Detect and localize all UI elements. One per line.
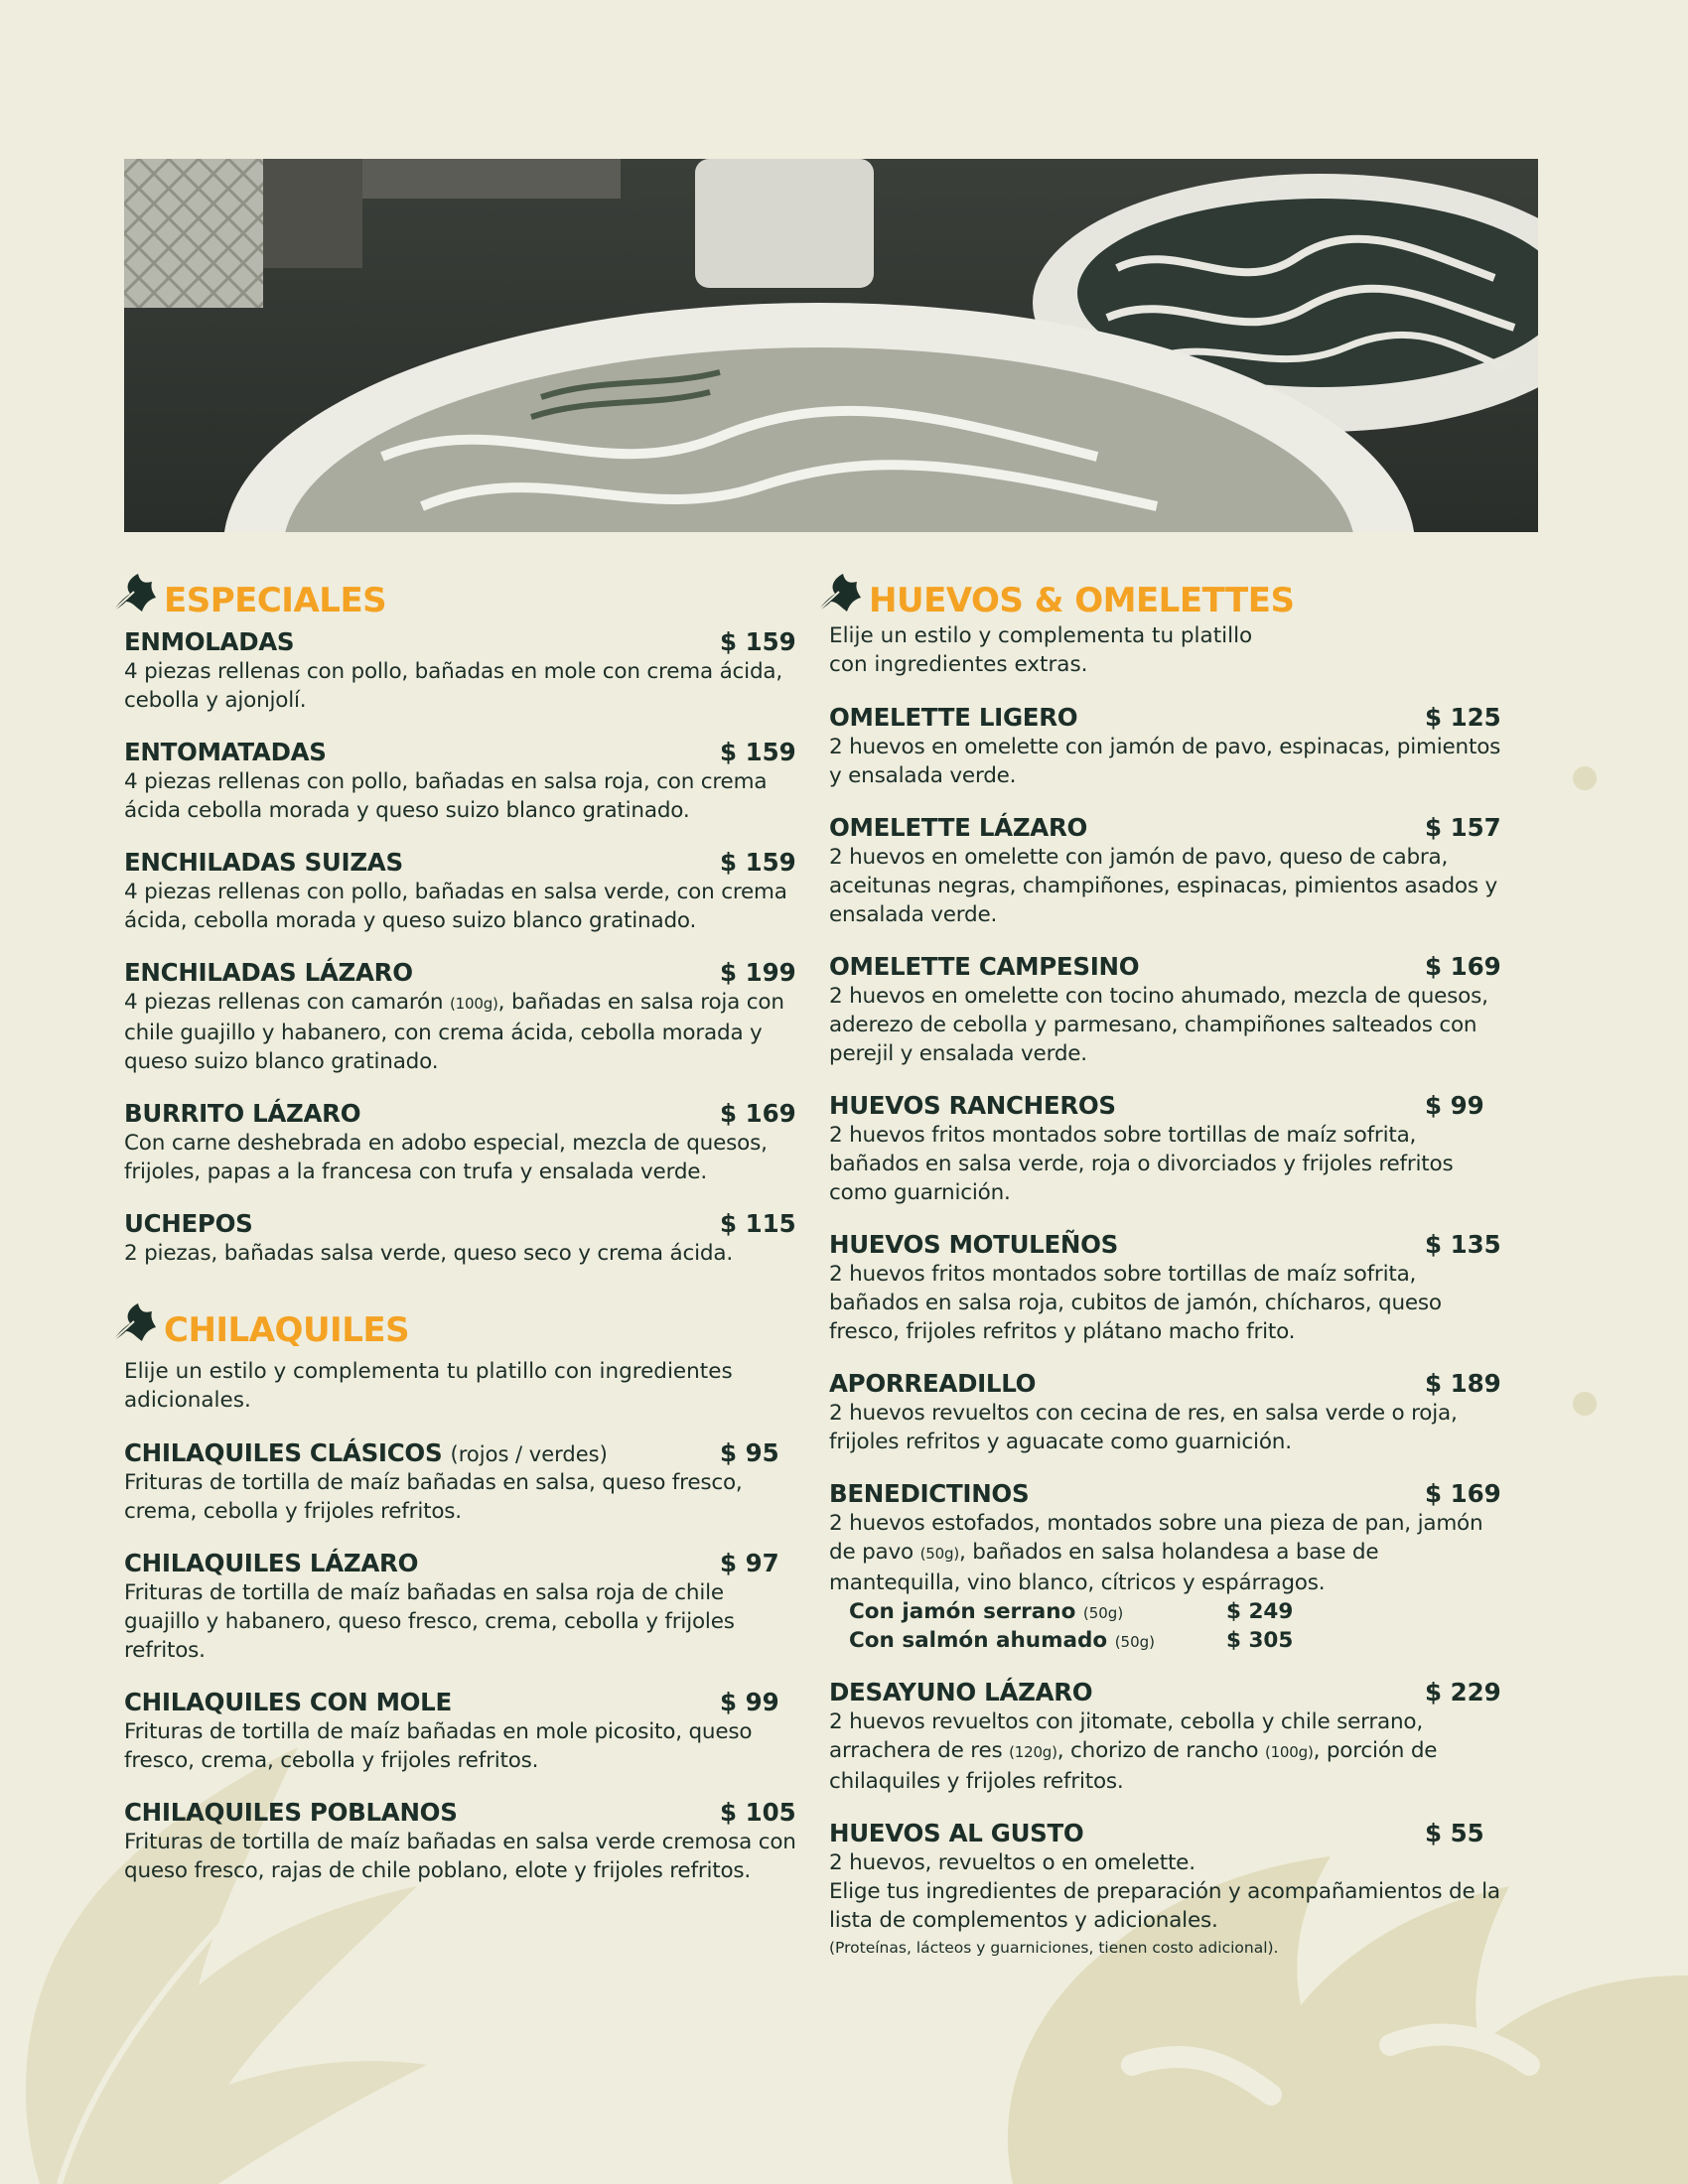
item-name <box>124 1438 608 1469</box>
item-name: ENCHILADAS SUIZAS <box>124 848 403 877</box>
section-title-especiales: ESPECIALES <box>164 581 387 620</box>
item-price: $ 125 <box>1425 703 1501 732</box>
item-description <box>829 1707 1504 1796</box>
item-price: $ 95 <box>720 1438 779 1467</box>
item-description: Con carne deshebrada en adobo especial, mezcla de quesos, frijoles, papas a la francesa con trufa y ensalada verde. <box>124 1131 768 1184</box>
desc-part: 2 huevos estofados, montados sobre una pieza de pan, jamón de pavo <box>829 1511 1483 1565</box>
item-price: $ 135 <box>1425 1230 1501 1259</box>
item-name: HUEVOS RANCHEROS <box>829 1091 1116 1120</box>
item-price: $ 99 <box>1425 1091 1484 1120</box>
item-name: OMELETTE LIGERO <box>829 703 1078 732</box>
menu-item-enchiladas-lazaro <box>124 958 799 1076</box>
item-price: $ 55 <box>1425 1819 1484 1847</box>
item-price: $ 99 <box>720 1688 779 1716</box>
desc-part: , chorizo de rancho <box>1056 1738 1259 1763</box>
decorative-dot <box>1573 1392 1597 1416</box>
item-description: 2 huevos en omelette con tocino ahumado, mezcla de quesos, aderezo de cebolla y parmesano, champiñones salteados con perejil y ensalada verde. <box>829 984 1488 1066</box>
weight-note: (50g) <box>1114 1633 1155 1651</box>
item-price: $ 159 <box>720 627 796 656</box>
item-description: 2 huevos en omelette con jamón de pavo, queso de cabra, aceitunas negras, champiñones, espinacas, pimientos asados y ensalada verde. <box>829 845 1498 927</box>
item-name: ENTOMATADAS <box>124 738 327 766</box>
variant-name-text: Con salmón ahumado <box>849 1628 1108 1653</box>
huevos-header <box>829 578 1504 621</box>
item-price: $ 229 <box>1425 1678 1501 1706</box>
leaf-icon <box>104 572 158 615</box>
right-column <box>829 578 1504 1983</box>
desc-part: 2 huevos revueltos con jitomate, cebolla y chile serrano, arrachera de res <box>829 1709 1424 1763</box>
item-price: $ 169 <box>1425 1479 1501 1508</box>
item-name: HUEVOS MOTULEÑOS <box>829 1230 1119 1259</box>
item-name: OMELETTE CAMPESINO <box>829 952 1140 981</box>
item-name: UCHEPOS <box>124 1209 253 1238</box>
item-name: ENCHILADAS LÁZARO <box>124 958 413 987</box>
variant-name-text: Con jamón serrano <box>849 1599 1076 1624</box>
item-name: CHILAQUILES LÁZARO <box>124 1549 419 1577</box>
weight-note: (50g) <box>919 1545 959 1563</box>
item-price: $ 105 <box>720 1798 796 1827</box>
section-intro: Elije un estilo y complementa tu platillo con ingredientes adicionales. <box>124 1359 733 1413</box>
menu-item-omelette-ligero <box>829 703 1504 790</box>
item-price: $ 115 <box>720 1209 796 1238</box>
menu-item-chilaquiles-poblanos <box>124 1798 799 1885</box>
item-variant <box>829 1597 1504 1626</box>
menu-item-uchepos <box>124 1209 799 1268</box>
desc-part: , bañados en salsa holandesa a base de mantequilla, vino blanco, cítricos y espárragos. <box>829 1540 1379 1595</box>
chilaquiles-header <box>124 1307 799 1351</box>
menu-item-omelette-lazaro <box>829 813 1504 929</box>
item-description: Frituras de tortilla de maíz bañadas en mole picosito, queso fresco, crema, cebolla y frijoles refritos. <box>124 1719 753 1773</box>
weight-note: (100g) <box>450 995 498 1013</box>
menu-item-burrito-lazaro <box>124 1099 799 1186</box>
item-description: Frituras de tortilla de maíz bañadas en salsa roja de chile guajillo y habanero, queso fresco, crema, cebolla y frijoles refritos. <box>124 1580 735 1663</box>
item-name: CHILAQUILES CON MOLE <box>124 1688 452 1716</box>
item-variant <box>829 1626 1504 1655</box>
item-price: $ 169 <box>1425 952 1501 981</box>
item-name: BENEDICTINOS <box>829 1479 1030 1508</box>
variant-name <box>849 1626 1155 1657</box>
desc-part: , bañadas en salsa roja con chile guajillo y habanero, con crema ácida, cebolla morada y queso suizo blanco gratinado. <box>124 990 784 1074</box>
item-name-note: (rojos / verdes) <box>450 1442 608 1466</box>
section-title-chilaquiles: CHILAQUILES <box>164 1310 410 1350</box>
weight-note: (120g) <box>1009 1743 1057 1761</box>
variant-name <box>849 1597 1123 1628</box>
item-description <box>124 988 799 1076</box>
section-intro: Elije un estilo y complementa tu platillo con ingredientes extras. <box>829 623 1253 677</box>
desc-part: , porción de chilaquiles y frijoles refritos. <box>829 1738 1438 1794</box>
menu-item-benedictinos <box>829 1479 1504 1655</box>
item-price: $ 159 <box>720 848 796 877</box>
item-price: $ 189 <box>1425 1369 1501 1398</box>
menu-item-enchiladas-suizas <box>124 848 799 935</box>
item-description <box>829 1509 1504 1597</box>
item-name-text: CHILAQUILES CLÁSICOS <box>124 1438 443 1467</box>
item-name: CHILAQUILES POBLANOS <box>124 1798 458 1827</box>
desc-part: 4 piezas rellenas con camarón <box>124 990 444 1015</box>
item-name: DESAYUNO LÁZARO <box>829 1678 1093 1706</box>
left-column <box>124 578 799 1908</box>
leaf-icon <box>104 1301 158 1345</box>
section-title-huevos: HUEVOS & OMELETTES <box>869 581 1295 620</box>
menu-item-aporreadillo <box>829 1369 1504 1456</box>
menu-item-enmoladas <box>124 627 799 715</box>
variant-price: $ 249 <box>1226 1599 1294 1624</box>
especiales-header <box>124 578 799 621</box>
item-price: $ 97 <box>720 1549 779 1577</box>
menu-item-entomatadas <box>124 738 799 825</box>
item-description: Frituras de tortilla de maíz bañadas en salsa, queso fresco, crema, cebolla y frijoles refritos. <box>124 1470 743 1524</box>
weight-note: (50g) <box>1082 1604 1124 1622</box>
item-description: Elige tus ingredientes de preparación y acompañamientos de la lista de complementos y adicionales. <box>829 1879 1500 1933</box>
item-footnote: (Proteínas, lácteos y guarniciones, tienen costo adicional). <box>829 1939 1279 1957</box>
menu-item-huevos-al-gusto <box>829 1819 1504 1961</box>
item-description: 2 huevos fritos montados sobre tortillas de maíz sofrita, bañados en salsa roja, cubitos de jamón, chícharos, queso fresco, frijoles refritos y plátano macho frito. <box>829 1262 1442 1344</box>
variant-price: $ 305 <box>1226 1628 1294 1653</box>
item-name: BURRITO LÁZARO <box>124 1099 361 1128</box>
item-name: APORREADILLO <box>829 1369 1037 1398</box>
menu-item-huevos-rancheros <box>829 1091 1504 1207</box>
item-description: 2 huevos revueltos con cecina de res, en salsa verde o roja, frijoles refritos y aguacate como guarnición. <box>829 1401 1458 1454</box>
item-price: $ 157 <box>1425 813 1501 842</box>
item-name: HUEVOS AL GUSTO <box>829 1819 1084 1847</box>
decorative-dot <box>1573 766 1597 790</box>
item-description: 2 huevos fritos montados sobre tortillas de maíz sofrita, bañados en salsa verde, roja o divorciados y frijoles refritos como guarnición. <box>829 1123 1454 1205</box>
item-description: 2 huevos en omelette con jamón de pavo, espinacas, pimientos y ensalada verde. <box>829 735 1501 788</box>
item-price: $ 169 <box>720 1099 796 1128</box>
menu-item-desayuno-lazaro <box>829 1678 1504 1796</box>
item-description: Frituras de tortilla de maíz bañadas en salsa verde cremosa con queso fresco, rajas de chile poblano, elote y frijoles refritos. <box>124 1830 796 1883</box>
food-photo <box>124 159 1538 532</box>
item-description: 2 huevos, revueltos o en omelette. <box>829 1850 1196 1875</box>
item-description: 4 piezas rellenas con pollo, bañadas en salsa roja, con crema ácida cebolla morada y queso suizo blanco gratinado. <box>124 769 768 823</box>
leaf-icon <box>809 572 863 615</box>
item-name: ENMOLADAS <box>124 627 295 656</box>
menu-item-omelette-campesino <box>829 952 1504 1068</box>
weight-note: (100g) <box>1264 1743 1314 1761</box>
item-price: $ 199 <box>720 958 796 987</box>
item-name: OMELETTE LÁZARO <box>829 813 1088 842</box>
menu-item-chilaquiles-con-mole <box>124 1688 799 1775</box>
menu-item-chilaquiles-clasicos <box>124 1438 799 1526</box>
item-description: 4 piezas rellenas con pollo, bañadas en salsa verde, con crema ácida, cebolla morada y queso suizo blanco gratinado. <box>124 880 787 933</box>
menu-item-huevos-motulenos <box>829 1230 1504 1346</box>
menu-item-chilaquiles-lazaro <box>124 1549 799 1665</box>
item-description: 2 piezas, bañadas salsa verde, queso seco y crema ácida. <box>124 1241 733 1266</box>
item-price: $ 159 <box>720 738 796 766</box>
item-description: 4 piezas rellenas con pollo, bañadas en mole con crema ácida, cebolla y ajonjolí. <box>124 659 783 713</box>
